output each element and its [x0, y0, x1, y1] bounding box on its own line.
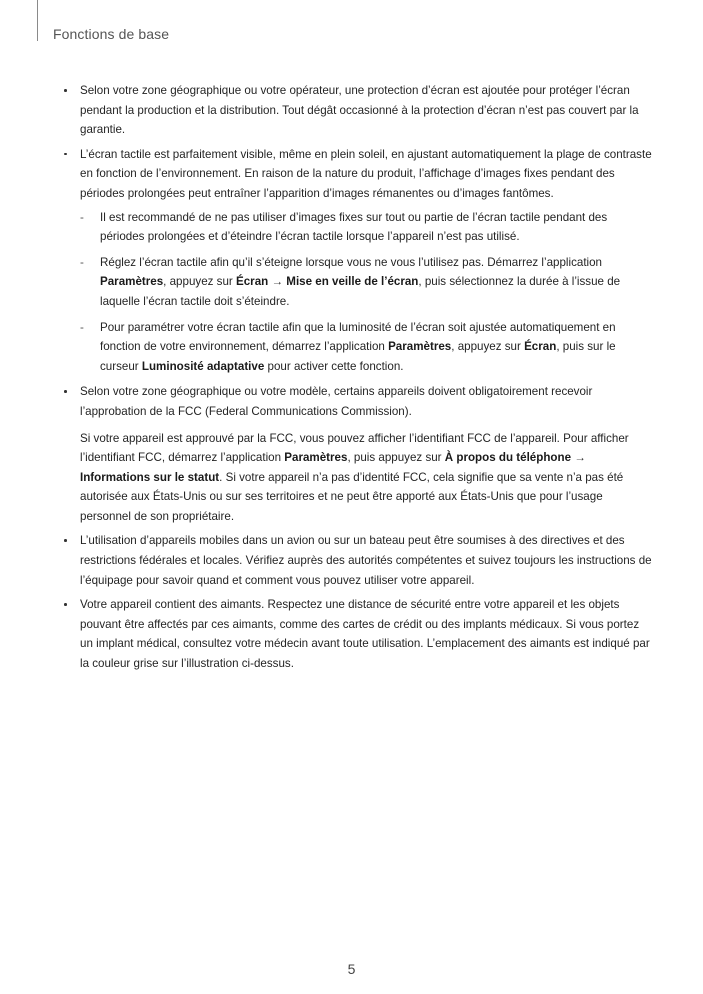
text-segment: pour activer cette fonction. [264, 359, 404, 373]
page-number: 5 [347, 961, 356, 977]
sub-item-screen-timeout [80, 253, 654, 312]
text-segment: , appuyez sur [163, 275, 236, 289]
adaptive-brightness-label: Luminosité adaptative [141, 359, 265, 373]
settings-app-label: Paramètres [100, 275, 164, 289]
text-segment: Si votre appareil est approuvé par la FCC, vous pouvez afficher l’identifiant FCC de l’appareil. Pour afficher l’identifiant FCC, démarrez l’application [80, 431, 629, 465]
screen-timeout-label: Mise en veille de l’écran [286, 275, 419, 289]
status-info-label: Informations sur le statut [80, 470, 220, 484]
text-segment: Pour paramétrer votre écran tactile afin que la luminosité de l’écran soit ajustée automatiquement en fonction de votre environnement, démarrez l’application [100, 320, 616, 354]
sub-list [80, 208, 654, 377]
fcc-detail-paragraph [80, 429, 654, 527]
bullet-touchscreen [64, 145, 654, 377]
section-title: Fonctions de base [53, 26, 170, 42]
about-phone-label: À propos du téléphone [444, 451, 572, 465]
text-segment: , puis sélectionnez la durée à l’issue de laquelle l’écran tactile doit s’éteindre. [100, 275, 621, 308]
bullet-screen-protector [64, 81, 654, 140]
header-rule [37, 0, 38, 41]
arrow-glyph: → [268, 275, 287, 289]
bullet-text: Selon votre zone géographique ou votre modèle, certains appareils doivent obligatoirement recevoir l’approbation de la FCC (Federal Communications Commission). [80, 385, 593, 418]
bullet-magnets [64, 595, 654, 673]
bullet-text: L’écran tactile est parfaitement visible, même en plein soleil, en ajustant automatiquement la plage de contraste en fonction de l’environnement. En raison de la nature du produit, l’affichage d’images fixes pendant des périodes prolongées peut entraîner l’apparition d’images rémanentes ou d’images fantômes. [80, 147, 652, 200]
bullet-text: Selon votre zone géographique ou votre opérateur, une protection d’écran est ajoutée pour protéger l’écran pendant la production et la distribution. Tout dégât occasionné à la protection d’écran n’est pas couvert par la garantie. [80, 84, 639, 137]
text-segment: . Si votre appareil n’a pas d’identité FCC, cela signifie que sa vente n’a pas été autorisée aux États-Unis ou sur ses territoires et ne peut être apporté aux États-Unis que pour l’usage personnel de son propriétaire. [80, 470, 624, 523]
bullet-text: L’utilisation d’appareils mobiles dans un avion ou sur un bateau peut être soumises à des directives et des restrictions fédérales et locales. Vérifiez auprès des autorités compétentes et suivez toujours les instructions de l’équipage pour savoir quand et comment vous pouvez utiliser votre appareil. [80, 534, 652, 587]
text-segment: , puis sur le curseur [100, 340, 616, 373]
text-segment: , appuyez sur [451, 340, 525, 354]
sub-item-still-images [80, 208, 654, 247]
bullet-fcc [64, 382, 654, 526]
bullet-aircraft-boat [64, 531, 654, 590]
sub-item-text: Il est recommandé de ne pas utiliser d’images fixes sur tout ou partie de l’écran tactile pendant des périodes prolongées et d’éteindre l’écran tactile lorsque l’appareil n’est pas utilisé. [100, 210, 608, 244]
page-content [64, 81, 654, 679]
text-segment: , puis appuyez sur [347, 451, 445, 465]
display-menu-label: Écran [236, 275, 269, 289]
settings-app-label: Paramètres [284, 451, 348, 465]
text-segment: Réglez l’écran tactile afin qu’il s’éteigne lorsque vous ne vous l’utilisez pas. Démarrez l’application [100, 255, 603, 269]
bullet-text: Votre appareil contient des aimants. Respectez une distance de sécurité entre votre appareil et les objets pouvant être affectés par ces aimants, comme des cartes de crédit ou des implants médicaux. Si vous portez un implant médical, consultez votre médecin avant toute utilisation. L’emplacement des aimants est indiqué par la couleur grise sur l’illustration ci-dessus. [80, 598, 650, 671]
arrow-glyph: → [571, 451, 586, 465]
sub-item-adaptive-brightness [80, 318, 654, 377]
display-menu-label: Écran [524, 340, 557, 354]
settings-app-label: Paramètres [388, 340, 452, 354]
